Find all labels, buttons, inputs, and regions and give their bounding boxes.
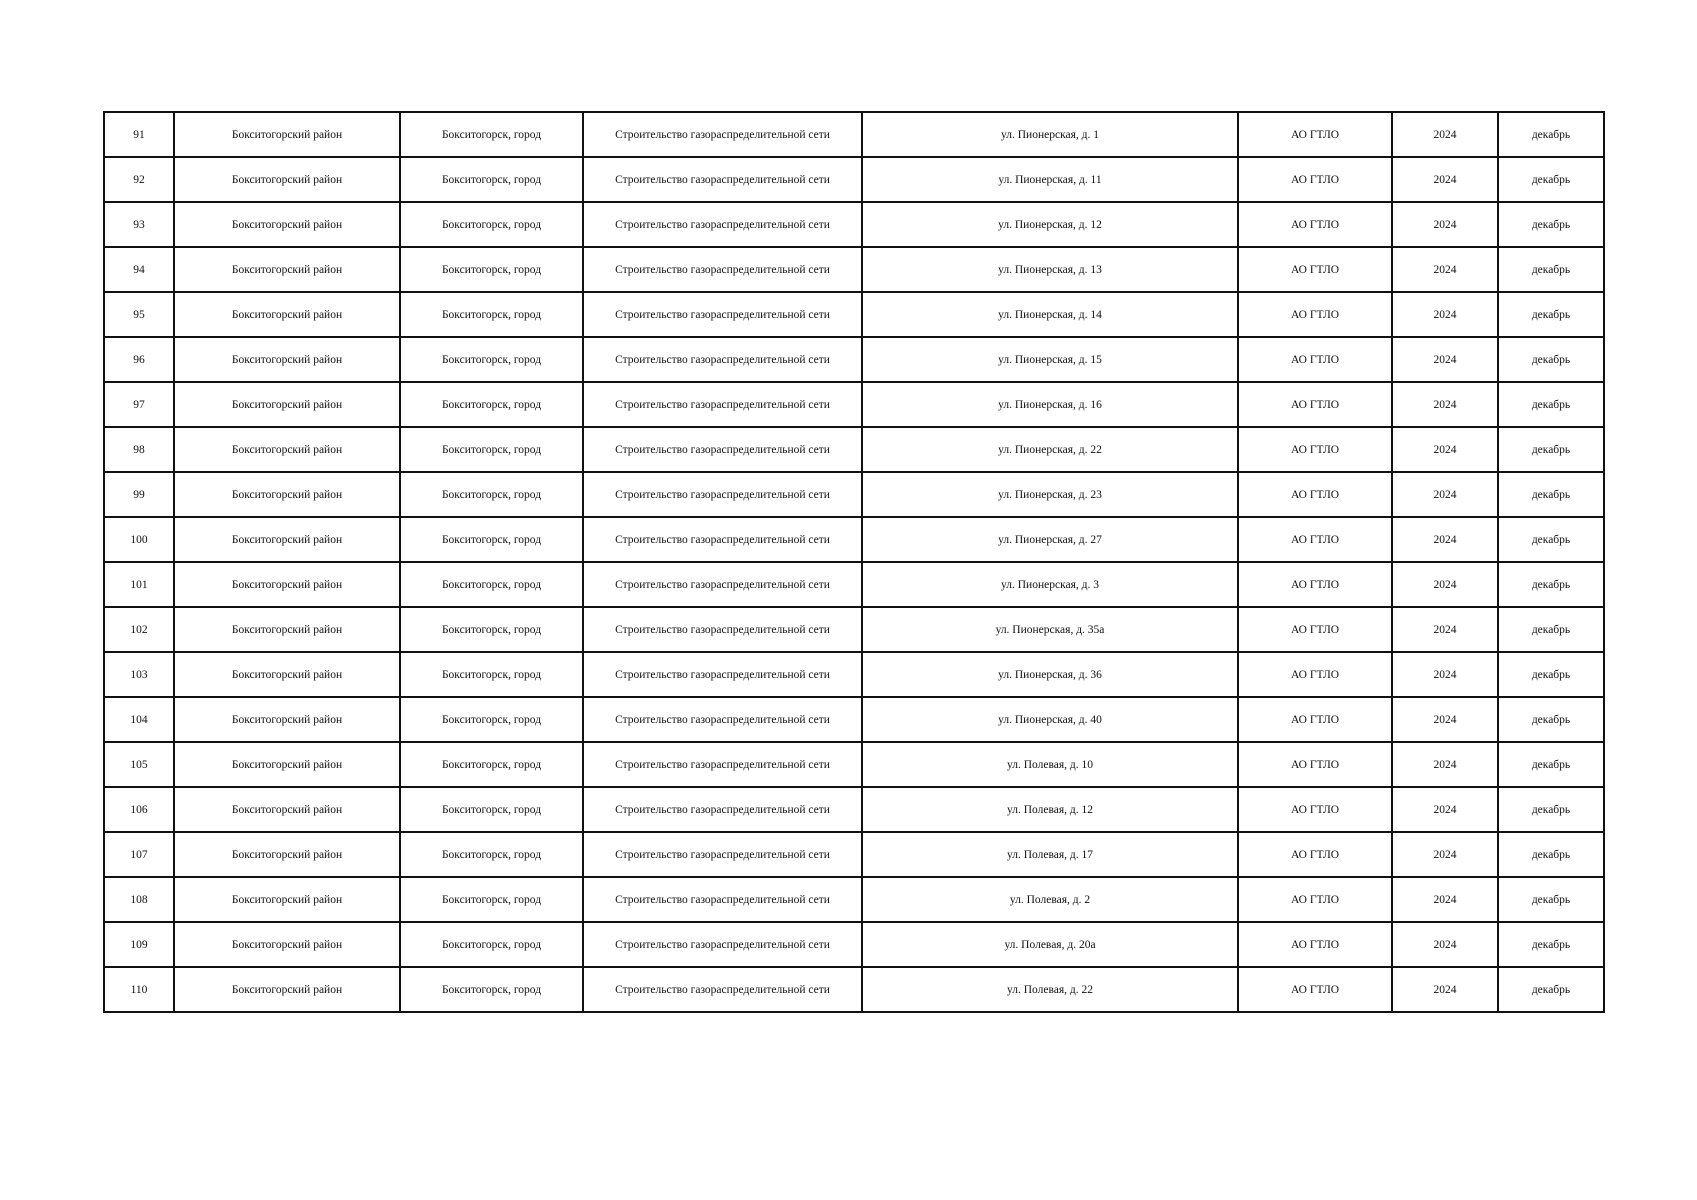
cell-row-number: 95 — [104, 292, 174, 337]
cell-district: Бокситогорский район — [174, 427, 400, 472]
cell-month: декабрь — [1498, 517, 1604, 562]
cell-address: ул. Пионерская, д. 14 — [862, 292, 1238, 337]
cell-year: 2024 — [1392, 607, 1498, 652]
cell-organization: АО ГТЛО — [1238, 652, 1392, 697]
cell-organization: АО ГТЛО — [1238, 787, 1392, 832]
cell-organization: АО ГТЛО — [1238, 562, 1392, 607]
cell-work-type: Строительство газораспределительной сети — [583, 112, 862, 157]
cell-address: ул. Пионерская, д. 16 — [862, 382, 1238, 427]
cell-month: декабрь — [1498, 787, 1604, 832]
cell-address: ул. Полевая, д. 12 — [862, 787, 1238, 832]
cell-month: декабрь — [1498, 157, 1604, 202]
cell-settlement: Бокситогорск, город — [400, 112, 583, 157]
cell-year: 2024 — [1392, 427, 1498, 472]
table-row — [104, 742, 1604, 787]
cell-year: 2024 — [1392, 877, 1498, 922]
cell-organization: АО ГТЛО — [1238, 202, 1392, 247]
cell-settlement: Бокситогорск, город — [400, 292, 583, 337]
cell-year: 2024 — [1392, 382, 1498, 427]
cell-work-type: Строительство газораспределительной сети — [583, 247, 862, 292]
cell-work-type: Строительство газораспределительной сети — [583, 967, 862, 1012]
cell-work-type: Строительство газораспределительной сети — [583, 832, 862, 877]
cell-work-type: Строительство газораспределительной сети — [583, 742, 862, 787]
cell-row-number: 103 — [104, 652, 174, 697]
cell-work-type: Строительство газораспределительной сети — [583, 292, 862, 337]
cell-settlement: Бокситогорск, город — [400, 742, 583, 787]
cell-row-number: 100 — [104, 517, 174, 562]
table-row — [104, 202, 1604, 247]
cell-district: Бокситогорский район — [174, 607, 400, 652]
cell-settlement: Бокситогорск, город — [400, 382, 583, 427]
cell-row-number: 101 — [104, 562, 174, 607]
cell-month: декабрь — [1498, 472, 1604, 517]
cell-organization: АО ГТЛО — [1238, 697, 1392, 742]
table-row — [104, 697, 1604, 742]
table-row — [104, 652, 1604, 697]
cell-address: ул. Пионерская, д. 13 — [862, 247, 1238, 292]
cell-settlement: Бокситогорск, город — [400, 787, 583, 832]
table-row — [104, 337, 1604, 382]
cell-organization: АО ГТЛО — [1238, 247, 1392, 292]
cell-address: ул. Пионерская, д. 12 — [862, 202, 1238, 247]
cell-year: 2024 — [1392, 742, 1498, 787]
cell-address: ул. Пионерская, д. 40 — [862, 697, 1238, 742]
cell-month: декабрь — [1498, 697, 1604, 742]
cell-settlement: Бокситогорск, город — [400, 967, 583, 1012]
table-row — [104, 787, 1604, 832]
cell-settlement: Бокситогорск, город — [400, 922, 583, 967]
cell-settlement: Бокситогорск, город — [400, 472, 583, 517]
cell-address: ул. Пионерская, д. 11 — [862, 157, 1238, 202]
cell-month: декабрь — [1498, 337, 1604, 382]
cell-month: декабрь — [1498, 607, 1604, 652]
cell-row-number: 96 — [104, 337, 174, 382]
cell-year: 2024 — [1392, 832, 1498, 877]
cell-organization: АО ГТЛО — [1238, 382, 1392, 427]
cell-work-type: Строительство газораспределительной сети — [583, 517, 862, 562]
table-row — [104, 472, 1604, 517]
table-row — [104, 292, 1604, 337]
cell-district: Бокситогорский район — [174, 832, 400, 877]
cell-organization: АО ГТЛО — [1238, 967, 1392, 1012]
cell-district: Бокситогорский район — [174, 382, 400, 427]
table-row — [104, 382, 1604, 427]
cell-year: 2024 — [1392, 472, 1498, 517]
cell-work-type: Строительство газораспределительной сети — [583, 697, 862, 742]
cell-organization: АО ГТЛО — [1238, 607, 1392, 652]
table-row — [104, 877, 1604, 922]
cell-settlement: Бокситогорск, город — [400, 202, 583, 247]
cell-district: Бокситогорский район — [174, 157, 400, 202]
cell-organization: АО ГТЛО — [1238, 922, 1392, 967]
table-row — [104, 922, 1604, 967]
cell-address: ул. Полевая, д. 2 — [862, 877, 1238, 922]
cell-row-number: 98 — [104, 427, 174, 472]
cell-month: декабрь — [1498, 112, 1604, 157]
cell-row-number: 110 — [104, 967, 174, 1012]
cell-month: декабрь — [1498, 652, 1604, 697]
cell-month: декабрь — [1498, 742, 1604, 787]
cell-work-type: Строительство газораспределительной сети — [583, 157, 862, 202]
cell-organization: АО ГТЛО — [1238, 292, 1392, 337]
table-row — [104, 607, 1604, 652]
cell-district: Бокситогорский район — [174, 247, 400, 292]
cell-work-type: Строительство газораспределительной сети — [583, 607, 862, 652]
cell-work-type: Строительство газораспределительной сети — [583, 787, 862, 832]
cell-work-type: Строительство газораспределительной сети — [583, 202, 862, 247]
cell-work-type: Строительство газораспределительной сети — [583, 472, 862, 517]
cell-year: 2024 — [1392, 922, 1498, 967]
cell-district: Бокситогорский район — [174, 202, 400, 247]
cell-district: Бокситогорский район — [174, 652, 400, 697]
cell-settlement: Бокситогорск, город — [400, 247, 583, 292]
cell-district: Бокситогорский район — [174, 472, 400, 517]
table-row — [104, 247, 1604, 292]
cell-row-number: 91 — [104, 112, 174, 157]
cell-organization: АО ГТЛО — [1238, 427, 1392, 472]
cell-organization: АО ГТЛО — [1238, 112, 1392, 157]
cell-work-type: Строительство газораспределительной сети — [583, 562, 862, 607]
cell-district: Бокситогорский район — [174, 697, 400, 742]
cell-work-type: Строительство газораспределительной сети — [583, 337, 862, 382]
cell-settlement: Бокситогорск, город — [400, 157, 583, 202]
cell-row-number: 102 — [104, 607, 174, 652]
cell-organization: АО ГТЛО — [1238, 877, 1392, 922]
table-row — [104, 967, 1604, 1012]
cell-row-number: 94 — [104, 247, 174, 292]
cell-year: 2024 — [1392, 112, 1498, 157]
cell-address: ул. Пионерская, д. 23 — [862, 472, 1238, 517]
cell-address: ул. Пионерская, д. 3 — [862, 562, 1238, 607]
cell-month: декабрь — [1498, 247, 1604, 292]
gas-network-schedule-table — [103, 111, 1605, 1013]
cell-row-number: 92 — [104, 157, 174, 202]
cell-year: 2024 — [1392, 562, 1498, 607]
cell-month: декабрь — [1498, 832, 1604, 877]
cell-year: 2024 — [1392, 967, 1498, 1012]
cell-row-number: 97 — [104, 382, 174, 427]
cell-year: 2024 — [1392, 292, 1498, 337]
cell-settlement: Бокситогорск, город — [400, 652, 583, 697]
cell-settlement: Бокситогорск, город — [400, 697, 583, 742]
cell-district: Бокситогорский район — [174, 562, 400, 607]
cell-district: Бокситогорский район — [174, 742, 400, 787]
table-row — [104, 157, 1604, 202]
cell-work-type: Строительство газораспределительной сети — [583, 922, 862, 967]
cell-district: Бокситогорский район — [174, 517, 400, 562]
cell-settlement: Бокситогорск, город — [400, 832, 583, 877]
cell-address: ул. Пионерская, д. 36 — [862, 652, 1238, 697]
cell-month: декабрь — [1498, 427, 1604, 472]
cell-year: 2024 — [1392, 202, 1498, 247]
table-row — [104, 832, 1604, 877]
cell-settlement: Бокситогорск, город — [400, 607, 583, 652]
cell-district: Бокситогорский район — [174, 292, 400, 337]
cell-address: ул. Полевая, д. 20а — [862, 922, 1238, 967]
cell-year: 2024 — [1392, 652, 1498, 697]
cell-address: ул. Полевая, д. 10 — [862, 742, 1238, 787]
cell-row-number: 108 — [104, 877, 174, 922]
cell-row-number: 104 — [104, 697, 174, 742]
cell-month: декабрь — [1498, 562, 1604, 607]
cell-year: 2024 — [1392, 517, 1498, 562]
cell-year: 2024 — [1392, 787, 1498, 832]
cell-address: ул. Пионерская, д. 27 — [862, 517, 1238, 562]
cell-settlement: Бокситогорск, город — [400, 517, 583, 562]
cell-year: 2024 — [1392, 337, 1498, 382]
cell-address: ул. Полевая, д. 22 — [862, 967, 1238, 1012]
cell-address: ул. Пионерская, д. 35а — [862, 607, 1238, 652]
cell-address: ул. Полевая, д. 17 — [862, 832, 1238, 877]
cell-district: Бокситогорский район — [174, 112, 400, 157]
cell-settlement: Бокситогорск, город — [400, 337, 583, 382]
table-row — [104, 112, 1604, 157]
table-row — [104, 562, 1604, 607]
cell-year: 2024 — [1392, 247, 1498, 292]
cell-organization: АО ГТЛО — [1238, 157, 1392, 202]
cell-month: декабрь — [1498, 292, 1604, 337]
cell-organization: АО ГТЛО — [1238, 832, 1392, 877]
cell-address: ул. Пионерская, д. 22 — [862, 427, 1238, 472]
table-row — [104, 427, 1604, 472]
cell-row-number: 106 — [104, 787, 174, 832]
cell-work-type: Строительство газораспределительной сети — [583, 877, 862, 922]
cell-row-number: 109 — [104, 922, 174, 967]
cell-work-type: Строительство газораспределительной сети — [583, 382, 862, 427]
cell-row-number: 99 — [104, 472, 174, 517]
cell-month: декабрь — [1498, 877, 1604, 922]
cell-organization: АО ГТЛО — [1238, 472, 1392, 517]
cell-district: Бокситогорский район — [174, 877, 400, 922]
cell-organization: АО ГТЛО — [1238, 742, 1392, 787]
cell-district: Бокситогорский район — [174, 787, 400, 832]
cell-organization: АО ГТЛО — [1238, 337, 1392, 382]
cell-settlement: Бокситогорск, город — [400, 562, 583, 607]
cell-work-type: Строительство газораспределительной сети — [583, 427, 862, 472]
cell-organization: АО ГТЛО — [1238, 517, 1392, 562]
table-body — [104, 112, 1604, 1012]
cell-row-number: 107 — [104, 832, 174, 877]
cell-year: 2024 — [1392, 157, 1498, 202]
cell-address: ул. Пионерская, д. 15 — [862, 337, 1238, 382]
cell-month: декабрь — [1498, 967, 1604, 1012]
cell-district: Бокситогорский район — [174, 922, 400, 967]
cell-settlement: Бокситогорск, город — [400, 877, 583, 922]
cell-district: Бокситогорский район — [174, 967, 400, 1012]
cell-address: ул. Пионерская, д. 1 — [862, 112, 1238, 157]
cell-month: декабрь — [1498, 202, 1604, 247]
cell-row-number: 93 — [104, 202, 174, 247]
cell-district: Бокситогорский район — [174, 337, 400, 382]
cell-month: декабрь — [1498, 922, 1604, 967]
cell-row-number: 105 — [104, 742, 174, 787]
cell-settlement: Бокситогорск, город — [400, 427, 583, 472]
cell-year: 2024 — [1392, 697, 1498, 742]
cell-work-type: Строительство газораспределительной сети — [583, 652, 862, 697]
table-row — [104, 517, 1604, 562]
cell-month: декабрь — [1498, 382, 1604, 427]
